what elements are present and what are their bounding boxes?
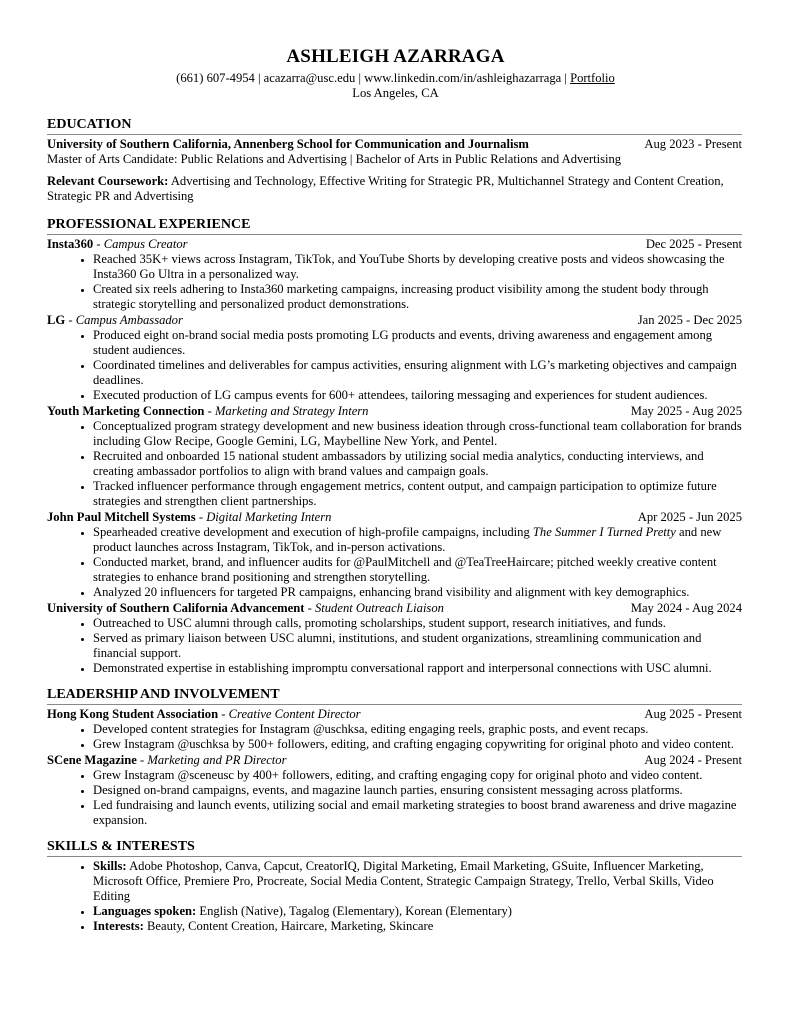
job-entry (47, 510, 742, 600)
skill-item (93, 904, 742, 919)
skill-text: English (Native), Tagalog (Elementary), Korean (Elementary) (196, 904, 512, 918)
job-entry (47, 313, 742, 403)
location: Los Angeles, CA (352, 86, 439, 100)
job-org: Hong Kong Student Association (47, 707, 219, 721)
job-role: Student Outreach Liaison (314, 601, 444, 615)
job-bullet: • Conducted market, brand, and influencer audits for @PaulMitchell and @TeaTreeHaircare; pitched weekly creative content strategies to enhance brand positioning and strengthen storytelling. (93, 555, 742, 585)
job-bullets (47, 722, 742, 752)
leadership-section (47, 687, 742, 828)
job-bullets (47, 419, 742, 509)
contact-line (0, 71, 791, 86)
job-bullet: • Grew Instagram @sceneusc by 400+ followers, editing, and crafting engaging copy for original photo and video content. (93, 768, 742, 783)
job-bullets (47, 616, 742, 676)
job-dates: May 2024 - Aug 2024 (630, 601, 742, 615)
job-title (47, 510, 331, 525)
job-bullets (47, 328, 742, 403)
coursework-continued: Strategic PR and Advertising (47, 189, 194, 203)
job-bullet: • Created six reels adhering to Insta360 marketing campaigns, increasing product visibility among the student body through strategic storytelling and personalized product demonstrations. (93, 282, 742, 312)
job-header (47, 313, 742, 328)
job-dates: Aug 2025 - Present (644, 707, 742, 721)
job-bullet: • Demonstrated expertise in establishing impromptu conversational rapport and interpersonal connections with USC alumni. (93, 661, 742, 676)
job-bullet: • Recruited and onboarded 15 national student ambassadors by utilizing social media analytics, conducting interviews, and creating ambassador portfolios to align with brand values and campaign goals. (93, 449, 742, 479)
resume-body (47, 117, 742, 941)
skill-label: Skills: (93, 859, 127, 873)
job-entry (47, 707, 742, 752)
skill-label: Languages spoken: (93, 904, 197, 918)
job-separator: - (136, 753, 148, 767)
job-role: Digital Marketing Intern (206, 510, 332, 524)
portfolio-link[interactable]: Portfolio (570, 71, 615, 85)
job-org: LG (47, 313, 66, 327)
skills-section (47, 839, 742, 934)
job-role: Campus Creator (103, 237, 188, 251)
job-dates: Aug 2024 - Present (644, 753, 742, 767)
job-entry (47, 753, 742, 828)
contact-info: (661) 607-4954 | acazarra@usc.edu | www.linkedin.com/in/ashleighazarraga | (176, 71, 571, 85)
job-header (47, 601, 742, 616)
skill-item (93, 859, 742, 904)
job-dates: Jan 2025 - Dec 2025 (637, 313, 742, 327)
job-title (47, 404, 368, 419)
job-role: Creative Content Director (228, 707, 361, 721)
job-org: SCene Magazine (47, 753, 137, 767)
degree: Master of Arts Candidate: Public Relations and Advertising | Bachelor of Arts in Public Relations and Advertising (47, 152, 622, 166)
job-entry (47, 601, 742, 676)
job-entry (47, 404, 742, 509)
job-title (47, 313, 183, 328)
job-separator: - (304, 601, 315, 615)
job-dates: Dec 2025 - Present (645, 237, 742, 251)
skill-text: Beauty, Content Creation, Haircare, Marketing, Skincare (143, 919, 434, 933)
job-org: University of Southern California Advancement (47, 601, 305, 615)
education-heading: EDUCATION (47, 117, 742, 135)
job-bullet: • Led fundraising and launch events, utilizing social and email marketing strategies to boost brand awareness and drive magazine expansion. (93, 798, 742, 828)
skill-text: Adobe Photoshop, Canva, Capcut, CreatorIQ, Digital Marketing, Email Marketing, GSuite, Influencer Marketing, Microsoft Office, Premiere Pro, Procreate, Social Media Content, Strategic Campaign Strategy, Trello, Verbal Skills, Video Editing (93, 859, 714, 903)
show-title: The Summer I Turned Pretty (532, 525, 676, 539)
job-header (47, 237, 742, 252)
resume-header (0, 0, 791, 101)
job-separator: - (93, 237, 104, 251)
job-bullet: • Tracked influencer performance through engagement metrics, content output, and campaign participation to optimize future strategies and strengthen client partnerships. (93, 479, 742, 509)
leadership-heading: LEADERSHIP AND INVOLVEMENT (47, 687, 742, 705)
job-header (47, 510, 742, 525)
coursework-label: Relevant Coursework: (47, 174, 169, 188)
job-org: Youth Marketing Connection (47, 404, 205, 418)
job-bullets (47, 252, 742, 312)
school-name: University of Southern California, Annenberg School for Communication and Journalism (47, 137, 529, 151)
job-bullet: • Outreached to USC alumni through calls, promoting scholarships, student support, research initiatives, and funds. (93, 616, 742, 631)
job-bullets (47, 768, 742, 828)
job-bullet: • Produced eight on-brand social media posts promoting LG products and events, driving awareness and engagement among student audiences. (93, 328, 742, 358)
job-bullet: • Developed content strategies for Instagram @uschksa, editing engaging reels, graphic posts, and event recaps. (93, 722, 742, 737)
coursework-text-1: Advertising and Technology, Effective Writing for Strategic PR, Multichannel Strategy and Content Creation, (168, 174, 724, 188)
education-dates: Aug 2023 - Present (644, 137, 742, 151)
job-separator: - (218, 707, 229, 721)
education-section (47, 117, 742, 204)
skills-heading: SKILLS & INTERESTS (47, 839, 742, 857)
job-role: Campus Ambassador (75, 313, 183, 327)
skill-label: Interests: (93, 919, 144, 933)
job-bullet: • Served as primary liaison between USC alumni, institutions, and student organizations, streamlining communication and financial support. (93, 631, 742, 661)
job-role: Marketing and Strategy Intern (214, 404, 369, 418)
job-title (47, 237, 188, 252)
job-separator: - (204, 404, 215, 418)
job-title (47, 601, 444, 616)
job-entry (47, 237, 742, 312)
leadership-list (47, 707, 742, 828)
skills-list (47, 859, 742, 934)
job-title (47, 753, 286, 768)
job-dates: May 2025 - Aug 2025 (630, 404, 742, 418)
job-header (47, 404, 742, 419)
job-org: Insta360 (47, 237, 94, 251)
job-bullet: • Designed on-brand campaigns, events, and magazine launch parties, ensuring consistent messaging across platforms. (93, 783, 742, 798)
job-header (47, 707, 742, 722)
experience-section (47, 217, 742, 676)
job-bullet: • Grew Instagram @uschksa by 500+ followers, editing, and crafting engaging copywriting for original photo and video content. (93, 737, 742, 752)
job-org: John Paul Mitchell Systems (47, 510, 196, 524)
job-separator: - (195, 510, 207, 524)
job-bullets (47, 525, 742, 600)
experience-heading: PROFESSIONAL EXPERIENCE (47, 217, 742, 235)
job-bullet: • Spearheaded creative development and execution of high-profile campaigns, including The Summer I Turned Pretty and new product launches across Instagram, TikTok, and in-person activations. (93, 525, 742, 555)
experience-list (47, 237, 742, 676)
education-row (47, 137, 742, 152)
job-dates: Apr 2025 - Jun 2025 (637, 510, 742, 524)
job-bullet: • Executed production of LG campus events for 600+ attendees, tailoring messaging and experiences for student audiences. (93, 388, 742, 403)
job-role: Marketing and PR Director (147, 753, 287, 767)
candidate-name: ASHLEIGH AZARRAGA (286, 46, 505, 67)
skill-item (93, 919, 742, 934)
job-header (47, 753, 742, 768)
job-bullet: • Conceptualized program strategy development and new business ideation through cross-functional team collaboration for brands including Glow Recipe, Google Gemini, LG, Maybelline New York, and Pentel. (93, 419, 742, 449)
job-title (47, 707, 361, 722)
coursework (47, 174, 742, 189)
job-separator: - (65, 313, 76, 327)
job-bullet: • Coordinated timelines and deliverables for campus activities, ensuring alignment with LG’s marketing objectives and campaign deadlines. (93, 358, 742, 388)
job-bullet: • Analyzed 20 influencers for targeted PR campaigns, enhancing brand visibility and alignment with key demographics. (93, 585, 742, 600)
job-bullet: • Reached 35K+ views across Instagram, TikTok, and YouTube Shorts by developing creative posts and videos showcasing the Insta360 Go Ultra in a personalized way. (93, 252, 742, 282)
